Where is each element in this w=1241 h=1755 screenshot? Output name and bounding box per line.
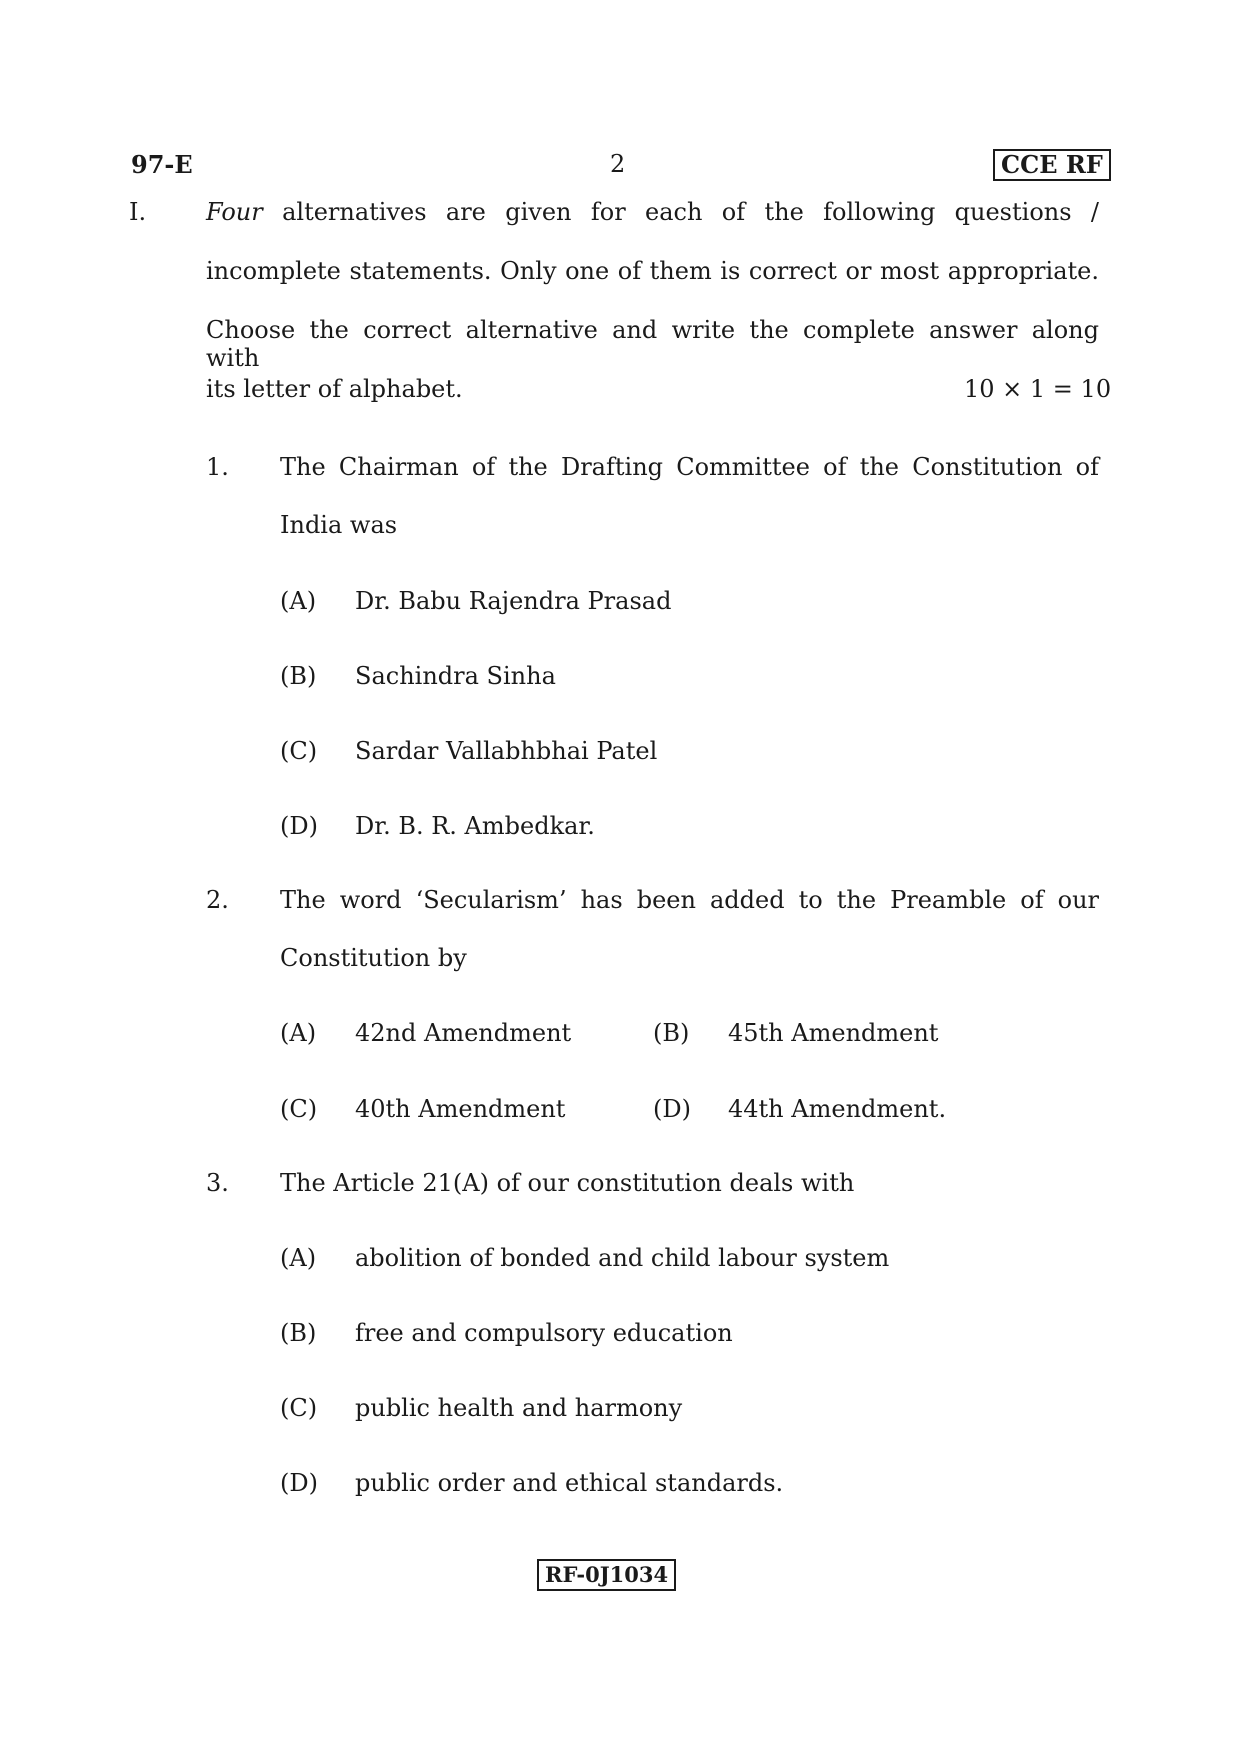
instruction-line-4: its letter of alphabet. <box>206 375 463 403</box>
paper-code: 97-E <box>131 150 193 179</box>
q1-option-b-text: Sachindra Sinha <box>355 662 556 690</box>
q2-option-c-label: (C) <box>280 1095 318 1123</box>
q1-option-a-label: (A) <box>280 587 317 615</box>
page-number: 2 <box>610 150 626 178</box>
footer-code: RF-0J1034 <box>537 1559 676 1591</box>
q3-option-d-label: (D) <box>280 1469 318 1497</box>
instruction-line-1-text: alternatives are given for each of the following questions / <box>282 198 1099 226</box>
q1-option-c-label: (C) <box>280 737 318 765</box>
question-1-number: 1. <box>206 453 229 481</box>
q3-option-c-text: public health and harmony <box>355 1394 683 1422</box>
question-3-line-1: The Article 21(A) of our constitution deals with <box>280 1169 855 1197</box>
q2-option-d-label: (D) <box>653 1095 691 1123</box>
section-number: I. <box>129 198 147 226</box>
q3-option-a-label: (A) <box>280 1244 317 1272</box>
question-2-number: 2. <box>206 886 229 914</box>
instruction-emphasis: Four <box>206 198 263 226</box>
q3-option-d-text: public order and ethical standards. <box>355 1469 784 1497</box>
question-1-line-1: The Chairman of the Drafting Committee of the Constitution of <box>280 453 1099 481</box>
q2-option-a-label: (A) <box>280 1019 317 1047</box>
series-code: CCE RF <box>993 149 1111 181</box>
q2-option-b-text: 45th Amendment <box>728 1019 939 1047</box>
q3-option-a-text: abolition of bonded and child labour system <box>355 1244 890 1272</box>
q1-option-d-text: Dr. B. R. Ambedkar. <box>355 812 595 840</box>
q1-option-d-label: (D) <box>280 812 318 840</box>
q2-option-d-text: 44th Amendment. <box>728 1095 947 1123</box>
q3-option-c-label: (C) <box>280 1394 318 1422</box>
instruction-line-2: incomplete statements. Only one of them is correct or most appropriate. <box>206 257 1099 285</box>
question-2-line-1: The word ‘Secularism’ has been added to the Preamble of our <box>280 886 1099 914</box>
q2-option-a-text: 42nd Amendment <box>355 1019 572 1047</box>
instruction-line-1 <box>206 198 1099 226</box>
q1-option-a-text: Dr. Babu Rajendra Prasad <box>355 587 672 615</box>
q1-option-c-text: Sardar Vallabhbhai Patel <box>355 737 658 765</box>
q2-option-c-text: 40th Amendment <box>355 1095 566 1123</box>
q1-option-b-label: (B) <box>280 662 317 690</box>
marks-allocation: 10 × 1 = 10 <box>964 375 1112 403</box>
q2-option-b-label: (B) <box>653 1019 690 1047</box>
q3-option-b-text: free and compulsory education <box>355 1319 733 1347</box>
question-2-line-2: Constitution by <box>280 944 467 972</box>
instruction-line-3: Choose the correct alternative and write the complete answer along with <box>206 316 1099 372</box>
q3-option-b-label: (B) <box>280 1319 317 1347</box>
question-1-line-2: India was <box>280 511 398 539</box>
question-3-number: 3. <box>206 1169 229 1197</box>
